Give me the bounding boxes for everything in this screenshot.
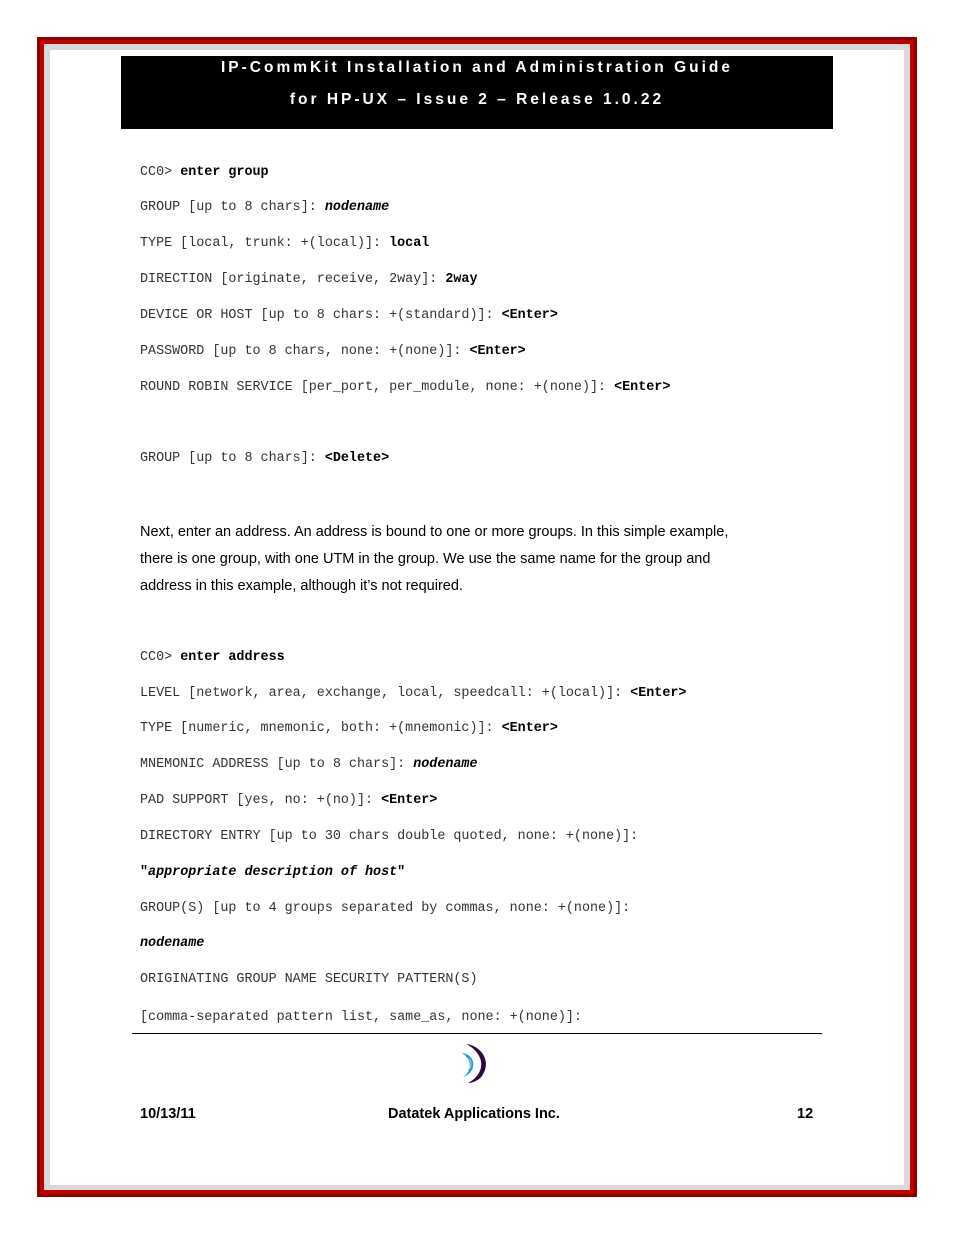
header-subtitle: for HP-UX – Issue 2 – Release 1.0.22 bbox=[289, 91, 665, 108]
document-header bbox=[121, 56, 833, 129]
command-line bbox=[140, 308, 558, 323]
prompt-text: DIRECTION [originate, receive, 2way]: bbox=[140, 272, 446, 287]
command-line bbox=[140, 829, 638, 844]
prompt-text: DEVICE OR HOST [up to 8 chars: +(standard)]: bbox=[140, 308, 502, 323]
prompt-text: LEVEL [network, area, exchange, local, speedcall: +(local)]: bbox=[140, 686, 631, 701]
footer-company: Datatek Applications Inc. bbox=[388, 1106, 560, 1122]
user-input: <Enter> bbox=[614, 380, 671, 395]
command-line bbox=[140, 272, 478, 287]
paragraph-line: Next, enter an address. An address is bound to one or more groups. In this simple example, bbox=[140, 524, 729, 540]
command-line bbox=[140, 865, 405, 880]
command-line bbox=[140, 200, 389, 215]
prompt-text: MNEMONIC ADDRESS [up to 8 chars]: bbox=[140, 757, 414, 772]
header-title: IP-CommKit Installation and Administration Guide bbox=[221, 59, 733, 76]
command-line bbox=[140, 901, 630, 916]
command-line bbox=[140, 757, 478, 772]
footer-rule bbox=[132, 1033, 822, 1034]
page-number: 12 bbox=[797, 1106, 814, 1122]
prompt-text: PAD SUPPORT [yes, no: +(no)]: bbox=[140, 793, 382, 808]
prompt-text: ROUND ROBIN SERVICE [per_port, per_module, none: +(none)]: bbox=[140, 380, 615, 395]
command-line bbox=[140, 380, 670, 395]
command-line bbox=[140, 686, 686, 701]
datatek-logo-icon bbox=[452, 1042, 492, 1084]
command-line bbox=[140, 936, 204, 951]
command-line bbox=[140, 650, 285, 665]
user-input: nodename bbox=[324, 200, 390, 215]
prompt-text: TYPE [local, trunk: +(local)]: bbox=[140, 236, 390, 251]
user-input: <Enter> bbox=[630, 686, 687, 701]
prompt-text: GROUP(S) [up to 4 groups separated by commas, none: +(none)]: bbox=[140, 901, 631, 916]
command-line bbox=[140, 344, 526, 359]
paragraph-line: there is one group, with one UTM in the group. We use the same name for the group and bbox=[140, 551, 711, 567]
user-input: nodename bbox=[413, 757, 478, 772]
user-input: 2way bbox=[445, 272, 478, 287]
command-line bbox=[140, 236, 429, 251]
quote-mark: " bbox=[140, 865, 149, 880]
prompt-text: PASSWORD [up to 8 chars, none: +(none)]: bbox=[140, 344, 470, 359]
prompt-text: TYPE [numeric, mnemonic, both: +(mnemonic)]: bbox=[140, 721, 502, 736]
footer-date: 10/13/11 bbox=[140, 1106, 196, 1122]
prompt-text: CC0> bbox=[140, 165, 181, 180]
prompt-text: DIRECTORY ENTRY [up to 30 chars double quoted, none: +(none)]: bbox=[140, 829, 639, 844]
body-paragraph bbox=[140, 519, 820, 600]
prompt-text: [comma-separated pattern list, same_as, none: +(none)]: bbox=[140, 1010, 582, 1025]
prompt-text: CC0> bbox=[140, 650, 181, 665]
command-line bbox=[140, 165, 269, 180]
prompt-text: GROUP [up to 8 chars]: bbox=[140, 451, 325, 466]
user-input: <Enter> bbox=[501, 721, 558, 736]
paragraph-line: address in this example, although it’s not required. bbox=[140, 578, 463, 594]
command-line bbox=[140, 721, 558, 736]
command-line bbox=[140, 451, 389, 466]
quote-mark: " bbox=[397, 865, 406, 880]
user-input: enter group bbox=[180, 165, 269, 180]
prompt-text: ORIGINATING GROUP NAME SECURITY PATTERN(S) bbox=[140, 972, 478, 987]
user-input: enter address bbox=[180, 650, 285, 665]
user-input: <Delete> bbox=[324, 451, 390, 466]
user-input: <Enter> bbox=[501, 308, 558, 323]
user-input: local bbox=[389, 236, 430, 251]
user-input: <Enter> bbox=[381, 793, 438, 808]
user-input: <Enter> bbox=[469, 344, 526, 359]
prompt-text: GROUP [up to 8 chars]: bbox=[140, 200, 325, 215]
command-line bbox=[140, 972, 478, 987]
user-input: appropriate description of host bbox=[148, 865, 398, 880]
user-input: nodename bbox=[140, 936, 205, 951]
command-line bbox=[140, 793, 437, 808]
command-line bbox=[140, 1010, 582, 1025]
